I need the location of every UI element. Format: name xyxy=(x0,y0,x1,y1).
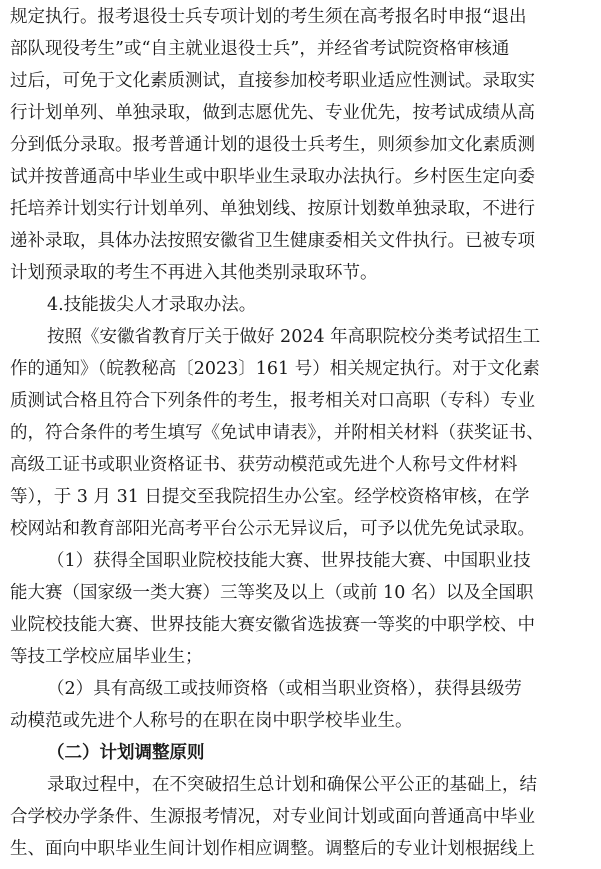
text-line: 动模范或先进个人称号的在职在岗中职学校毕业生。 xyxy=(10,711,413,731)
paragraph-first-line: 按照《安徽省教育厅关于做好 2024 年高职院校分类考试招生工 xyxy=(47,327,541,347)
text-line: 试并按普通高中毕业生或中职毕业生录取办法执行。乡村医生定向委 xyxy=(10,167,535,187)
text-line: 的，符合条件的考生填写《免试申请表》，并附相关材料（获奖证书、 xyxy=(10,423,544,443)
text-line: 校网站和教育部阳光高考平台公示无异议后，可予以优先免试录取。 xyxy=(10,519,535,539)
subsection-heading: （二）计划调整原则 xyxy=(47,743,205,763)
text-line: 业院校技能大赛、世界技能大赛安徽省选拔赛一等奖的中职学校、中 xyxy=(10,615,535,635)
list-item-first-line: （1）获得全国职业院校技能大赛、世界技能大赛、中国职业技 xyxy=(47,551,531,571)
text-line: 质测试合格且符合下列条件的考生，报考相关对口高职（专科）专业 xyxy=(10,391,535,411)
section-heading: 4.技能拔尖人才录取办法。 xyxy=(47,295,257,315)
text-line: 等技工学校应届毕业生； xyxy=(10,647,203,667)
text-line: 计划预录取的考生不再进入其他类别录取环节。 xyxy=(10,263,378,283)
paragraph-first-line: 录取过程中，在不突破招生总计划和确保公平公正的基础上，结 xyxy=(47,775,537,795)
text-line: 等），于 3 月 31 日提交至我院招生办公室。经学校资格审核，在学 xyxy=(10,487,530,507)
text-line: 过后，可免于文化素质测试，直接参加校考职业适应性测试。录取实 xyxy=(10,71,535,91)
text-line: 托培养计划实行计划单列、单独划线、按原计划数单独录取，不进行 xyxy=(10,199,535,219)
text-line: 合学校办学条件、生源报考情况，对专业间计划或面向普通高中毕业 xyxy=(10,807,535,827)
text-line: 行计划单列、单独录取，做到志愿优先、专业优先，按考试成绩从高 xyxy=(10,103,535,123)
text-line: 部队现役考生”或“自主就业退役士兵”，并经省考试院资格审核通 xyxy=(10,39,510,59)
text-line: 生、面向中职毕业生间计划作相应调整。调整后的专业计划根据线上 xyxy=(10,839,535,859)
text-line: 递补录取，具体办法按照安徽省卫生健康委相关文件执行。已被专项 xyxy=(10,231,535,251)
text-line: 能大赛（国家级一类大赛）三等奖及以上（或前 10 名）以及全国职 xyxy=(10,583,534,603)
list-item-first-line: （2）具有高级工或技师资格（或相当职业资格），获得县级劳 xyxy=(47,679,522,699)
text-line: 高级工证书或职业资格证书、获劳动模范或先进个人称号文件材料 xyxy=(10,455,518,475)
text-line: 作的通知》（皖教秘高〔2023〕161 号）相关规定执行。对于文化素 xyxy=(10,359,540,379)
text-line: 分到低分录取。报考普通计划的退役士兵考生，则须参加文化素质测 xyxy=(10,135,535,155)
text-line: 规定执行。报考退役士兵专项计划的考生须在高考报名时申报“退出 xyxy=(10,7,527,27)
